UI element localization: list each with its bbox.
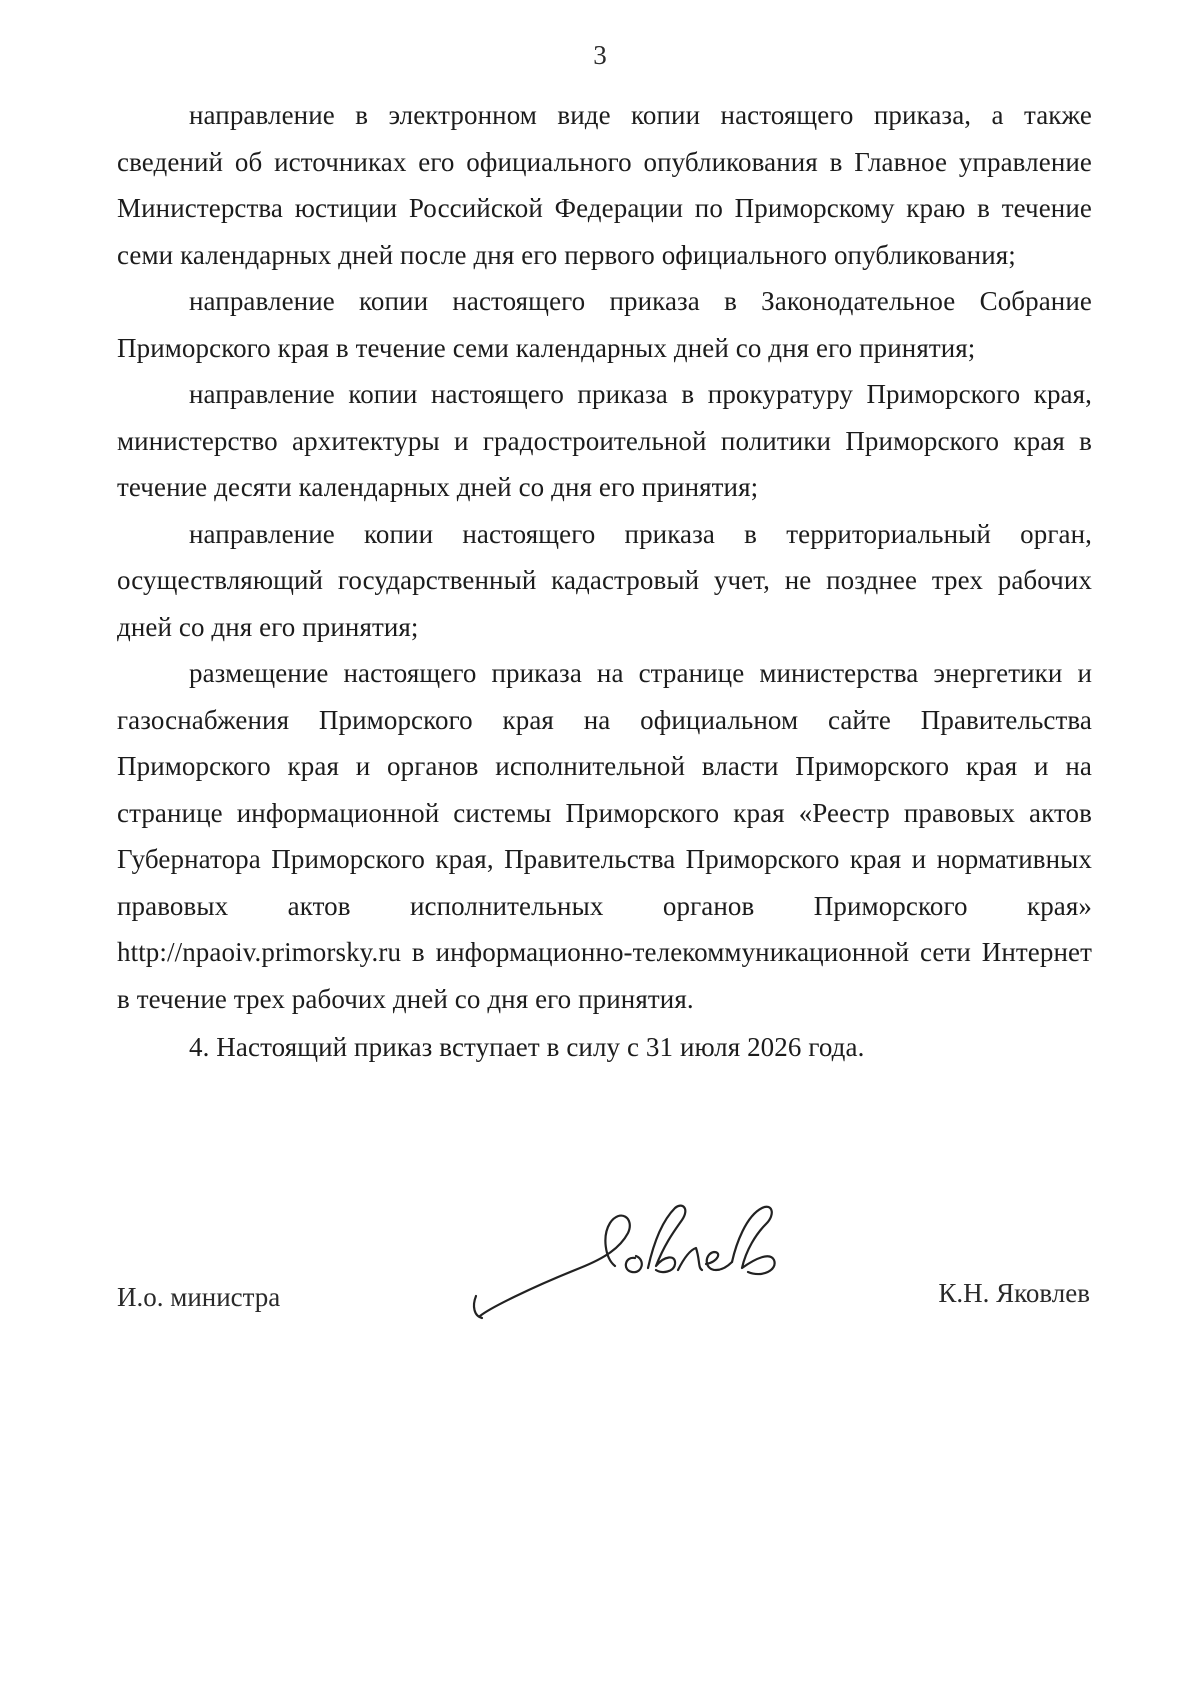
signer-name: К.Н. Яковлев <box>938 1278 1090 1308</box>
paragraph-4: направление копии настоящего приказа в территориальный орган, осуществляющий государственный кадастровый учет, не позднее трех рабочих дней со дня его принятия; <box>117 518 1092 642</box>
paragraph-6: 4. Настоящий приказ вступает в силу с 31 июля 2026 года. <box>189 1032 865 1062</box>
paragraph-1: направление в электронном виде копии настоящего приказа, а также сведений об источниках его официального опубликования в Главное управление Министерства юстиции Российской Федерации по Приморскому краю в течение семи календарных дней после дня его первого официального опубликования; <box>117 100 1092 270</box>
signature-icon <box>470 1188 820 1338</box>
paragraph-2: направление копии настоящего приказа в Законодательное Собрание Приморского края в течение семи календарных дней со дня его принятия; <box>117 286 1092 363</box>
page-number: 3 <box>593 40 607 70</box>
signer-position: И.о. министра <box>117 1282 281 1312</box>
paragraph-3: направление копии настоящего приказа в прокуратуру Приморского края, министерство архитектуры и градостроительной политики Приморского края в течение десяти календарных дней со дня его принятия; <box>117 379 1092 502</box>
document-body <box>117 92 1092 1071</box>
handwritten-signature <box>470 1188 820 1338</box>
paragraph-5: размещение настоящего приказа на странице министерства энергетики и газоснабжения Приморского края на официальном сайте Правительства Приморского края и органов исполнительной власти Приморского края и на странице информационной системы Приморского края «Реестр правовых актов Губернатора Приморского края, Правительства Приморского края и нормативных правовых актов исполнительных органов Приморского края» http://npaoiv.primorsky.ru в информационно-телекоммуникационной сети Интернет в течение трех рабочих дней со дня его принятия. <box>117 658 1092 1014</box>
